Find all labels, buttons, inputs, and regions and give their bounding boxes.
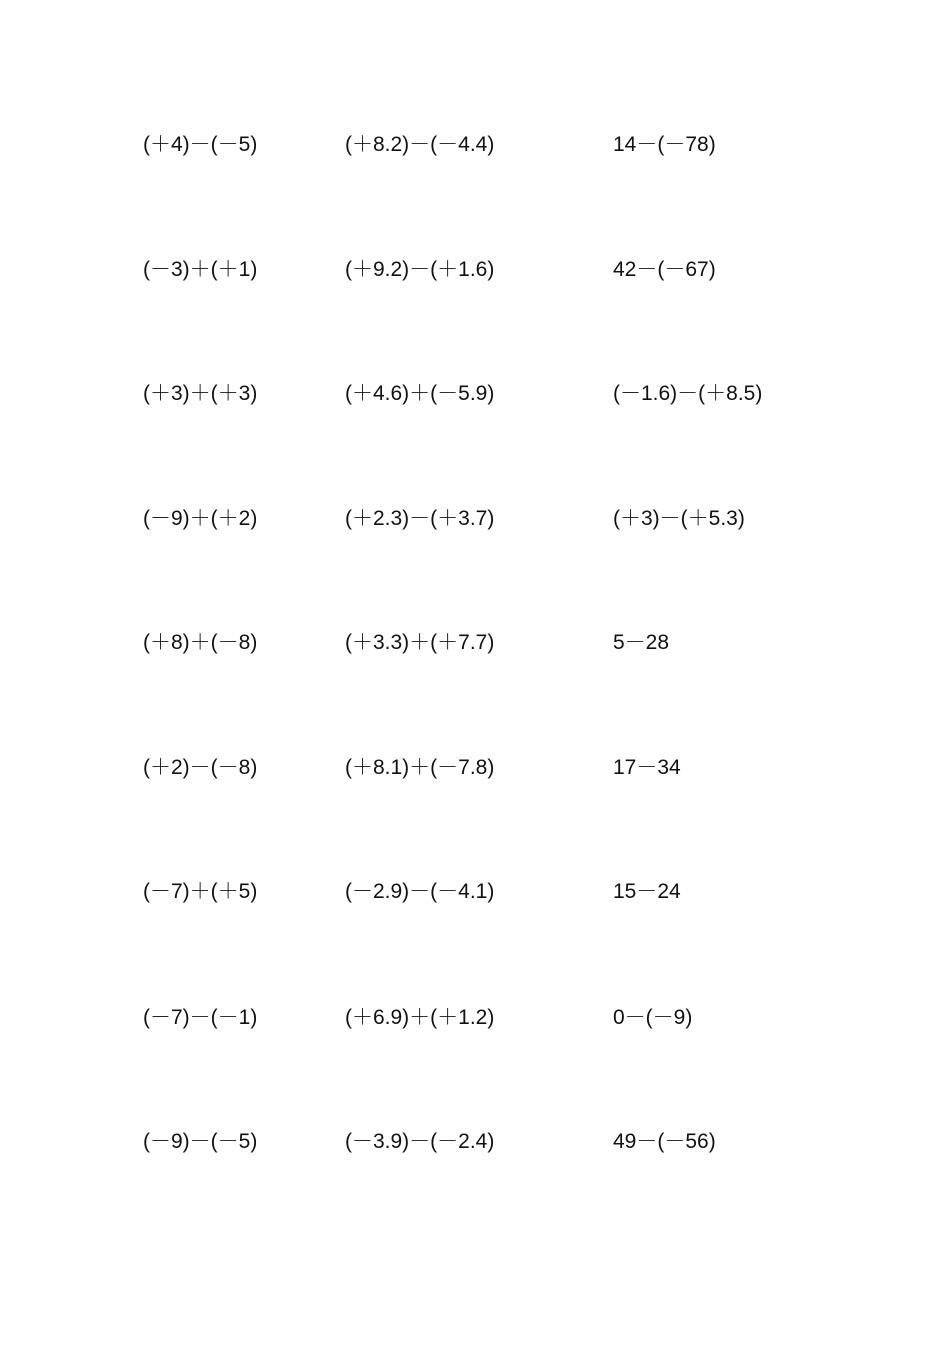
problem-expression: (－7)－(－1) (143, 1006, 258, 1029)
problem-expression: 0－(－9) (613, 1006, 693, 1029)
problem-expression: (＋3.3)＋(＋7.7) (345, 631, 495, 654)
problem-expression: 42－(－67) (613, 258, 716, 281)
problem-expression: (－7)＋(＋5) (143, 880, 258, 903)
problem-expression: (＋3)－(＋5.3) (613, 507, 745, 530)
problem-expression: (＋2.3)－(＋3.7) (345, 507, 495, 530)
problem-expression: (－3.9)－(－2.4) (345, 1130, 495, 1153)
problem-expression: (＋4)－(－5) (143, 133, 258, 156)
problem-expression: (＋8.2)－(－4.4) (345, 133, 495, 156)
problem-expression: (－2.9)－(－4.1) (345, 880, 495, 903)
problem-expression: (＋8)＋(－8) (143, 631, 258, 654)
problem-expression: 17－34 (613, 756, 681, 779)
problem-expression: (－9)＋(＋2) (143, 507, 258, 530)
problem-expression: (－9)－(－5) (143, 1130, 258, 1153)
problem-row (0, 379, 950, 409)
problem-expression: 49－(－56) (613, 1130, 716, 1153)
problem-expression: (＋4.6)＋(－5.9) (345, 382, 495, 405)
problem-expression: (＋3)＋(＋3) (143, 382, 258, 405)
problem-expression: (＋9.2)－(＋1.6) (345, 258, 495, 281)
problem-expression: (－3)＋(＋1) (143, 258, 258, 281)
problem-row (0, 1003, 950, 1033)
problem-expression: 14－(－78) (613, 133, 716, 156)
problem-expression: (＋8.1)＋(－7.8) (345, 756, 495, 779)
problem-row (0, 255, 950, 285)
problem-row (0, 628, 950, 658)
problem-row (0, 753, 950, 783)
problem-expression: (＋6.9)＋(＋1.2) (345, 1006, 495, 1029)
problem-row (0, 877, 950, 907)
problem-row (0, 130, 950, 160)
problem-expression: (－1.6)－(＋8.5) (613, 382, 763, 405)
problem-row (0, 1127, 950, 1157)
problem-expression: (＋2)－(－8) (143, 756, 258, 779)
problem-row (0, 504, 950, 534)
problem-expression: 5－28 (613, 631, 670, 654)
problem-expression: 15－24 (613, 880, 681, 903)
